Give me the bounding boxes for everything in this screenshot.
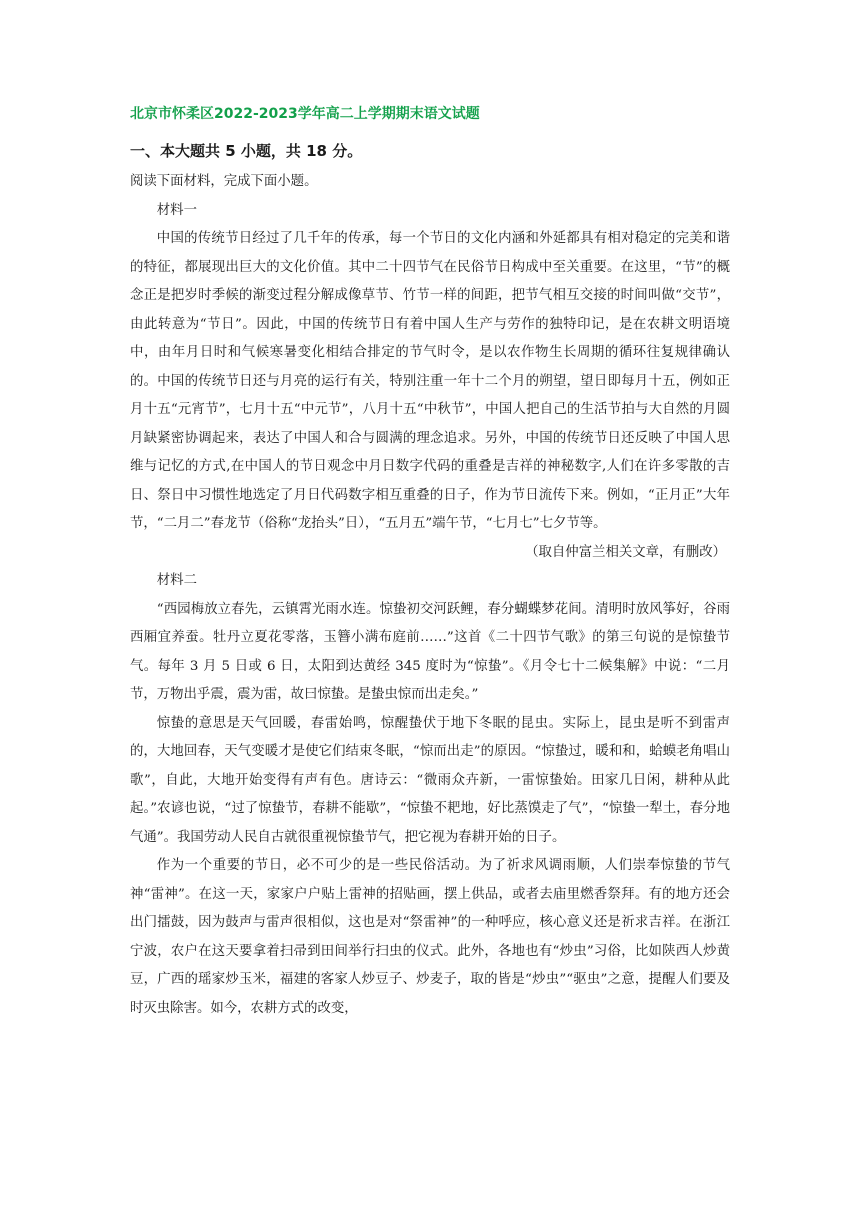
material-two-paragraph: “西园梅放立春先，云镇霄光雨水连。惊蛰初交河跃鲤，春分蝴蝶梦花间。清明时放风筝好，谷雨西厢宜养蚕。牡丹立夏花零落，玉簪小满布庭前……”这首《二十四节气歌》的第三句说的是惊蛰节气。每年 3 月 5 日或 6 日，太阳到达黄经 345 度时为“惊蛰”。《月令七十二候集解》中说：“二月节，万物出乎震，震为雷，故曰惊蛰。是蛰虫惊而出走矣。”	[130, 601, 730, 702]
instruction-text: 阅读下面材料，完成下面小题。	[130, 174, 318, 189]
material-two-label: 材料二	[156, 573, 197, 588]
document-page	[130, 100, 730, 1023]
section-heading: 一、本大题共 5 小题，共 18 分。	[130, 142, 363, 160]
material-one-label: 材料一	[156, 202, 197, 218]
material-two-paragraph: 作为一个重要的节日，必不可少的是一些民俗活动。为了祈求风调雨顺，人们崇奉惊蛰的节气神“雷神”。在这一天，家家户户贴上雷神的招贴画，摆上供品，或者去庙里燃香祭拜。有的地方还会出门擂鼓，因为鼓声与雷声很相似，这也是对“祭雷神”的一种呼应，核心意义还是祈求吉祥。在浙江宁波，农户在这天要拿着扫帚到田间举行扫虫的仪式。此外，各地也有“炒虫”习俗，比如陕西人炒黄豆，广西的瑶家炒玉米，福建的客家人炒豆子、炒麦子，取的皆是“炒虫”“驱虫”之意，提醒人们要及时灭虫除害。如今，农耕方式的改变，	[130, 858, 730, 1016]
material-one-paragraph: 中国的传统节日经过了几千年的传承，每一个节日的文化内涵和外延都具有相对稳定的完美和谐的特征，都展现出巨大的文化价值。其中二十四节气在民俗节日构成中至关重要。在这里，“节”的概念正是把岁时季候的渐变过程分解成像草节、竹节一样的间距，把节气相互交接的时间叫做“交节”，由此转意为“节日”。因此，中国的传统节日有着中国人生产与劳作的独特印记，是在农耕文明语境中，由年月日时和气候寒暑变化相结合排定的节气时令，是以农作物生长周期的循环往复规律确认的。中国的传统节日还与月亮的运行有关，特别注重一年十二个月的朔望，望日即每月十五，例如正月十五“元宵节”，七月十五“中元节”，八月十五“中秋节”，中国人把自己的生活节拍与大自然的月圆月缺紧密协调起来，表达了中国人和合与圆满的理念追求。另外，中国的传统节日还反映了中国人思维与记忆的方式,在中国人的节日观念中月日数字代码的重叠是吉祥的神秘数字,人们在许多零散的吉日、祭日中习惯性地选定了月日代码数字相互重叠的日子，作为节日流传下来。例如，“正月正”大年节，“二月二”春龙节（俗称“龙抬头”日），“五月五”端午节，“七月七”七夕节等。	[130, 231, 730, 531]
document-title: 北京市怀柔区2022-2023学年高二上学期期末语文试题	[130, 106, 480, 122]
material-one-source: （取自仲富兰相关文章，有删改）	[525, 544, 726, 560]
material-two-paragraph: 惊蛰的意思是天气回暖，春雷始鸣，惊醒蛰伏于地下冬眠的昆虫。实际上，昆虫是听不到雷声的，大地回春，天气变暖才是使它们结束冬眠，“惊而出走”的原因。“惊蛰过，暖和和，蛤蟆老角唱山歌”，自此，大地开始变得有声有色。唐诗云：“微雨众卉新，一雷惊蛰始。田家几日闲，耕种从此起。”农谚也说，“过了惊蛰节，春耕不能歇”，“惊蛰不耙地，好比蒸馍走了气”，“惊蛰一犁土，春分地气通”。我国劳动人民自古就很重视惊蛰节气，把它视为春耕开始的日子。	[130, 715, 730, 845]
